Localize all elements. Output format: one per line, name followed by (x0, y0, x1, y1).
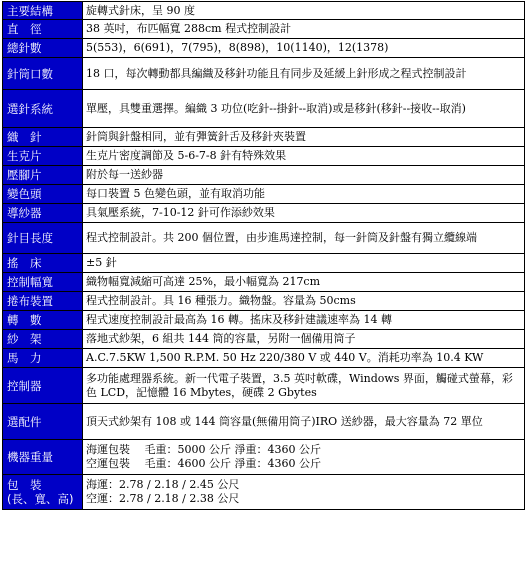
spec-value (83, 254, 525, 273)
spec-value (83, 292, 525, 311)
spec-label (3, 223, 83, 254)
spec-label-text: 壓腳片 (7, 168, 42, 182)
spec-value (83, 330, 525, 349)
spec-value (83, 58, 525, 90)
spec-row (3, 185, 525, 204)
spec-row (3, 204, 525, 223)
spec-label-text: 變色頭 (7, 187, 42, 201)
spec-label (3, 90, 83, 128)
spec-value (83, 2, 525, 20)
spec-label-text: 馬 力 (7, 351, 42, 365)
spec-value (83, 475, 525, 510)
spec-value-line: ±5 針 (86, 256, 117, 269)
spec-label (3, 440, 83, 475)
spec-value-line: 附於每一送紗器 (86, 168, 163, 181)
spec-label (3, 311, 83, 330)
spec-row (3, 404, 525, 440)
spec-row (3, 440, 525, 475)
spec-row (3, 254, 525, 273)
spec-value-line: 具氣壓系統，7-10-12 針可作添紗效果 (86, 206, 275, 219)
spec-label (3, 292, 83, 311)
spec-label-text: 機器重量 (7, 450, 53, 464)
spec-value (83, 147, 525, 166)
spec-value-line: 落地式紗架，6 組共 144 筒的容量，另附一個備用筒子 (86, 332, 356, 345)
spec-value-line: 18 口，每次轉動都具編織及移針功能且有同步及延緩上針形成之程式控制設計 (86, 66, 467, 80)
spec-label-text: 紗 架 (7, 332, 42, 346)
spec-row (3, 273, 525, 292)
spec-label-text: 搖 床 (7, 256, 42, 270)
spec-value-line: 海運包裝 毛重：5000 公斤 淨重：4360 公斤 (86, 443, 321, 456)
spec-row (3, 330, 525, 349)
spec-label-text: 直 徑 (7, 22, 42, 36)
spec-label (3, 166, 83, 185)
spec-row (3, 475, 525, 510)
spec-label (3, 20, 83, 39)
spec-label-text: 控制幅寬 (7, 275, 53, 289)
spec-row (3, 20, 525, 39)
spec-value-line: 5(553)，6(691)，7(795)，8(898)，10(1140)，12(1378) (86, 41, 389, 54)
spec-value-line: 針筒與針盤相同，並有彈簧針舌及移針夾裝置 (86, 130, 306, 143)
spec-label-text: (長、寬、高) (7, 492, 74, 506)
spec-value-line: 程式速度控制設計最高為 16 轉。搖床及移針建議速率為 14 轉 (86, 313, 392, 326)
spec-label-text: 導紗器 (7, 206, 42, 220)
spec-row (3, 311, 525, 330)
spec-value (83, 273, 525, 292)
spec-row (3, 223, 525, 254)
spec-table (2, 1, 525, 510)
spec-label (3, 2, 83, 20)
spec-row (3, 292, 525, 311)
spec-value (83, 20, 525, 39)
spec-label (3, 368, 83, 404)
spec-value (83, 185, 525, 204)
spec-value (83, 39, 525, 58)
spec-value-line: 單壓，具雙重選擇。編織 3 功位(吃針--掛針--取消)或是移針(移針--接收--取消) (86, 101, 466, 115)
spec-label-text: 針筒口數 (7, 66, 53, 81)
spec-value (83, 128, 525, 147)
spec-row (3, 166, 525, 185)
spec-value-line: 38 英吋，布匹幅寬 288cm 程式控制設計 (86, 22, 292, 35)
spec-label-text: 主要結構 (7, 3, 53, 18)
spec-label-text: 織 針 (7, 130, 42, 144)
spec-label (3, 254, 83, 273)
spec-label-text: 選針系統 (7, 101, 53, 116)
spec-label-text: 控制器 (7, 378, 42, 393)
spec-label-text: 轉 數 (7, 313, 42, 327)
spec-value (83, 223, 525, 254)
spec-value-line: 空運包裝 毛重：4600 公斤 淨重：4360 公斤 (86, 457, 321, 470)
spec-label (3, 147, 83, 166)
spec-value-line: 織物幅寬減縮可高達 25%，最小幅寬為 217cm (86, 275, 321, 288)
spec-label (3, 185, 83, 204)
spec-label-text: 捲布裝置 (7, 294, 53, 308)
spec-value-line: A.C.7.5KW 1,500 R.P.M. 50 Hz 220/380 V 或 440 V。消耗功率為 10.4 KW (86, 351, 484, 364)
spec-value (83, 166, 525, 185)
spec-value (83, 404, 525, 440)
spec-row (3, 58, 525, 90)
spec-label-text: 選配件 (7, 414, 42, 429)
spec-value-line: 每口裝置 5 色變色頭，並有取消功能 (86, 187, 265, 200)
spec-label-text: 包 裝 (7, 478, 42, 492)
spec-row (3, 2, 525, 20)
spec-label (3, 475, 83, 510)
spec-row (3, 90, 525, 128)
spec-value-line: 旋轉式針床，呈 90 度 (86, 3, 195, 17)
spec-value-line: 空運：2.78 / 2.18 / 2.38 公尺 (86, 492, 240, 505)
spec-row (3, 147, 525, 166)
spec-label (3, 330, 83, 349)
spec-value (83, 204, 525, 223)
spec-value-line: 多功能處理器系統。新一代電子裝置，3.5 英吋軟碟，Windows 界面，觸碰式螢幕，彩色 LCD，記憶體 16 Mbytes，硬碟 2 Gbytes (86, 371, 513, 399)
spec-value (83, 349, 525, 368)
spec-label-text: 生克片 (7, 149, 42, 163)
spec-label (3, 39, 83, 58)
spec-value-line: 生克片密度調節及 5-6-7-8 針有特殊效果 (86, 149, 287, 162)
spec-value-line: 程式控制設計。共 200 個位置，由步進馬達控制，每一針筒及針盤有獨立纜線端 (86, 231, 477, 244)
spec-value-line: 海運：2.78 / 2.18 / 2.45 公尺 (86, 478, 240, 491)
spec-table-body (3, 2, 525, 510)
spec-value (83, 311, 525, 330)
spec-row (3, 368, 525, 404)
spec-row (3, 39, 525, 58)
spec-row (3, 349, 525, 368)
spec-row (3, 128, 525, 147)
spec-label-text: 總針數 (7, 41, 42, 55)
spec-label (3, 349, 83, 368)
spec-value-line: 程式控制設計。具 16 種張力。織物盤。容量為 50cms (86, 294, 356, 307)
spec-label (3, 273, 83, 292)
spec-value (83, 440, 525, 475)
spec-label-text: 針目長度 (7, 231, 53, 245)
spec-value (83, 368, 525, 404)
spec-label (3, 404, 83, 440)
spec-value-line: 頂天式紗架有 108 或 144 筒容量(無備用筒子)IRO 送紗器，最大容量為 72 單位 (86, 414, 483, 428)
spec-label (3, 204, 83, 223)
spec-label (3, 58, 83, 90)
spec-value (83, 90, 525, 128)
spec-label (3, 128, 83, 147)
